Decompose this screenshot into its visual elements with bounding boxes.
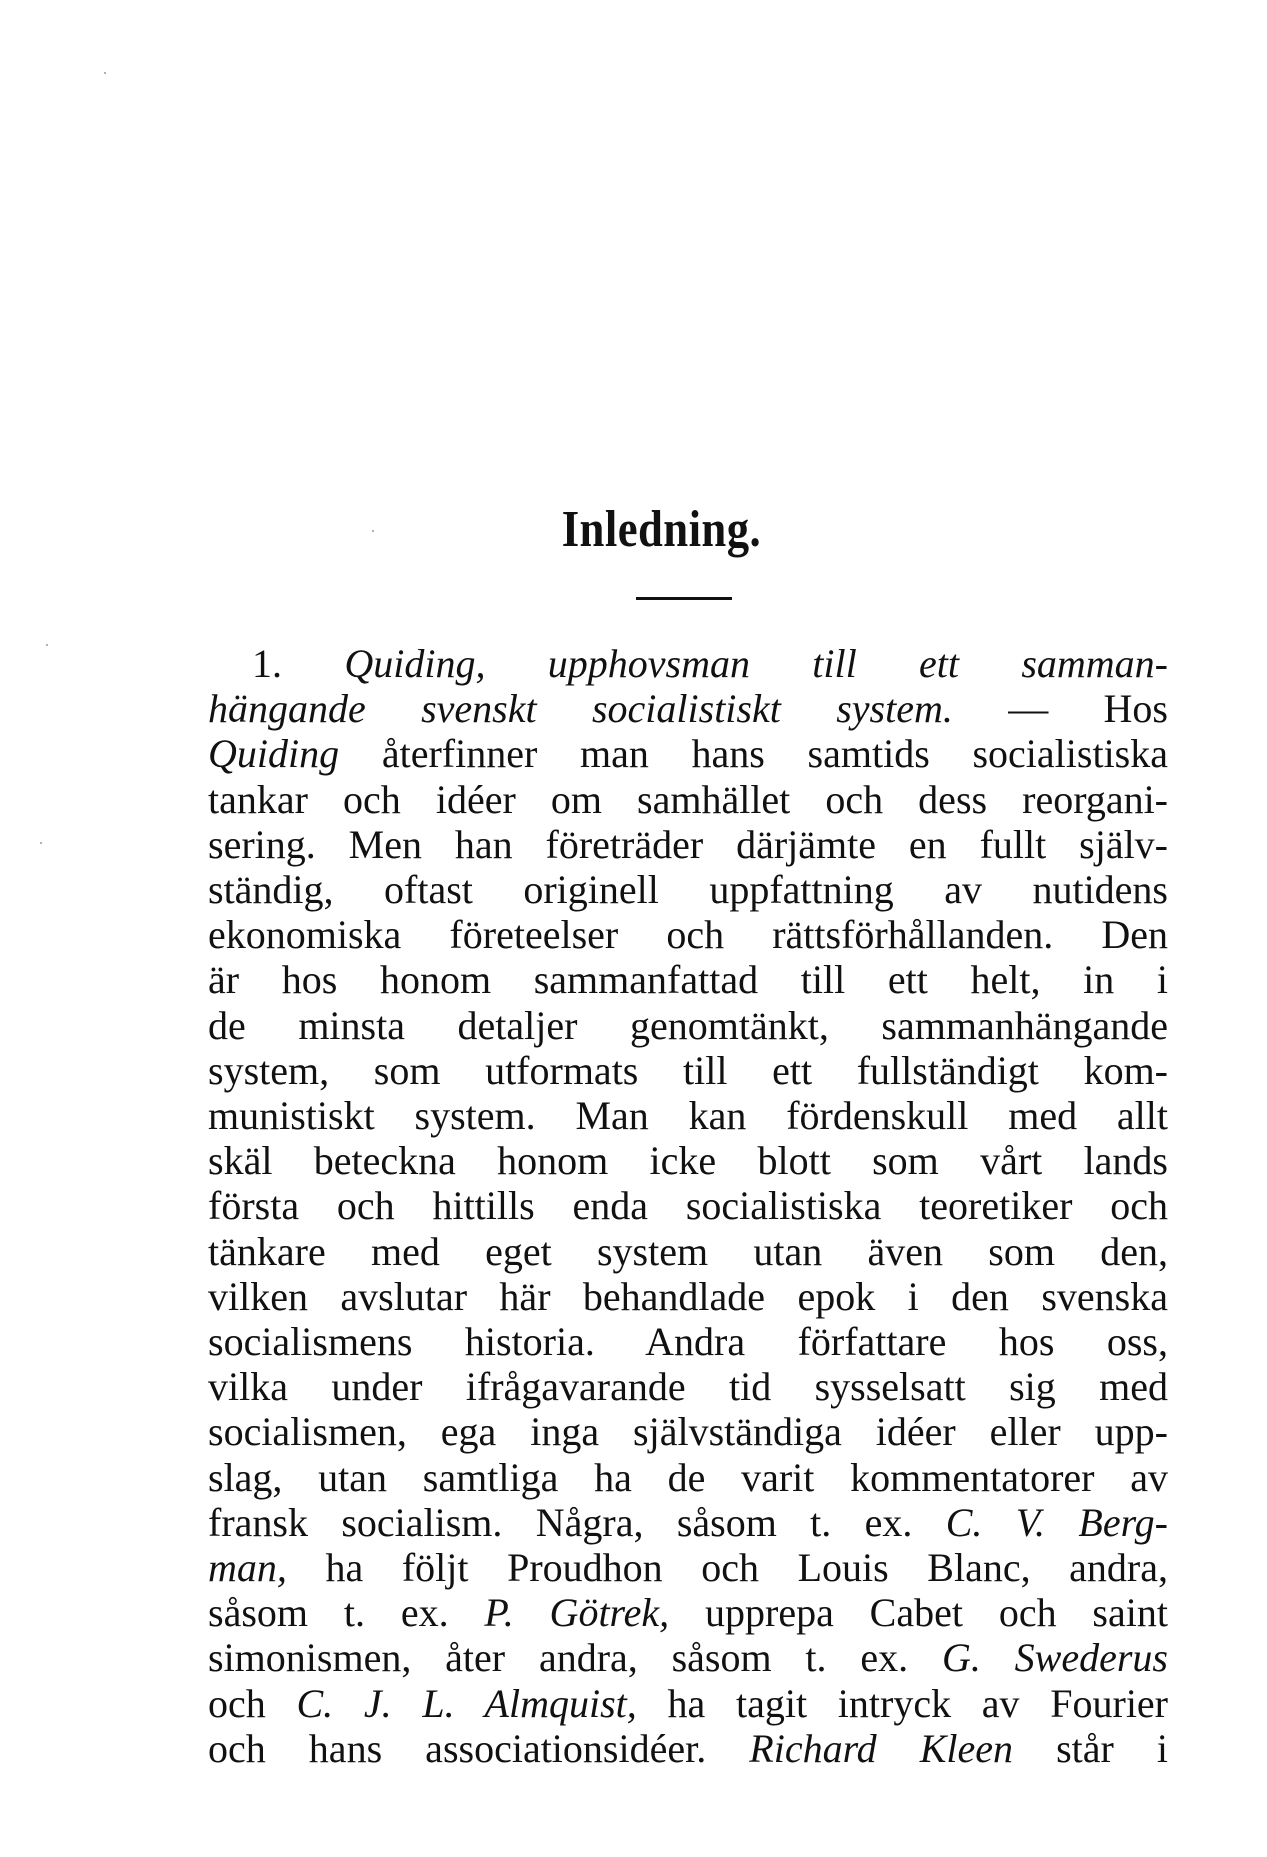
text-line [208, 1409, 1168, 1454]
text-run: såsom t. ex. [208, 1590, 485, 1636]
text-line [208, 1048, 1168, 1093]
text-run: socialismen, ega inga självständiga idéer eller upp- [208, 1409, 1168, 1455]
text-line [208, 1003, 1168, 1048]
italic-text: man, [208, 1545, 287, 1591]
text-run: och hans associationsidéer. [208, 1725, 750, 1771]
text-run: ständig, oftast originell uppfattning av nutidens [208, 867, 1168, 913]
scan-speck [372, 530, 374, 532]
text-line [208, 1590, 1168, 1635]
italic-text: Quiding [208, 731, 340, 777]
text-run: slag, utan samtliga ha de varit kommentatorer av [208, 1454, 1168, 1500]
text-line [208, 777, 1168, 822]
text-run: munistiskt system. Man kan fördenskull med allt [208, 1093, 1168, 1139]
text-run: — Hos [952, 686, 1168, 732]
text-line [208, 1455, 1168, 1500]
text-run: står i [1013, 1725, 1169, 1771]
text-run: tänkare med eget system utan även som den, [208, 1228, 1168, 1274]
text-line [208, 686, 1168, 731]
text-run: tankar och idéer om samhället och dess reorgani- [208, 776, 1168, 822]
italic-text: Richard Kleen [749, 1725, 1014, 1771]
text-run: ha tagit intryck av Fourier [636, 1680, 1169, 1726]
text-line [208, 1319, 1168, 1364]
text-run: återfinner man hans samtids socialistiska [339, 731, 1168, 777]
body-paragraph [208, 641, 1168, 1771]
text-line [208, 1138, 1168, 1183]
text-line [208, 867, 1168, 912]
text-line [208, 1364, 1168, 1409]
text-run: de minsta detaljer genomtänkt, sammanhängande [208, 1002, 1168, 1048]
italic-text: Quiding, upphovsman till ett samman- [344, 641, 1169, 686]
text-line [208, 1093, 1168, 1138]
text-run: vilka under ifrågavarande tid sysselsatt sig med [208, 1364, 1168, 1410]
italic-text: G. Swederus [941, 1635, 1168, 1681]
italic-text: hängande svenskt socialistiskt system. [208, 686, 953, 732]
text-run: fransk socialism. Några, såsom t. ex. [208, 1499, 946, 1545]
text-run: socialismens historia. Andra författare hos oss, [208, 1319, 1168, 1365]
italic-text: P. Götrek, [484, 1590, 670, 1636]
text-run: och [208, 1680, 297, 1726]
text-run: första och hittills enda socialistiska teoretiker och [208, 1183, 1168, 1229]
title-rule [636, 597, 732, 600]
page-title: Inledning. [561, 501, 762, 558]
text-line [208, 641, 1168, 686]
text-run: vilken avslutar här behandlade epok i den svenska [208, 1273, 1168, 1319]
text-run: ekonomiska företeelser och rättsförhållanden. Den [208, 912, 1168, 958]
scan-speck [104, 72, 106, 74]
text-run: upprepa Cabet och saint [669, 1590, 1168, 1636]
text-line [208, 1274, 1168, 1319]
text-line [208, 1726, 1168, 1771]
text-line [208, 1681, 1168, 1726]
text-run: ha följt Proudhon och Louis Blanc, andra, [286, 1545, 1168, 1591]
italic-text: C. J. L. Almquist, [296, 1680, 637, 1726]
text-line [208, 1183, 1168, 1228]
text-line [208, 731, 1168, 776]
text-line [208, 1545, 1168, 1590]
text-line [208, 912, 1168, 957]
text-run: system, som utformats till ett fullständigt kom- [208, 1047, 1168, 1093]
text-run: skäl beteckna honom icke blott som vårt lands [208, 1138, 1168, 1184]
text-line [208, 1635, 1168, 1680]
text-run: sering. Men han företräder därjämte en fullt själv- [208, 821, 1168, 867]
text-line [208, 1229, 1168, 1274]
scan-speck [40, 842, 42, 844]
scan-speck [46, 644, 48, 646]
text-run: 1. [252, 641, 345, 686]
text-run: är hos honom sammanfattad till ett helt, in i [208, 957, 1168, 1003]
text-run: simonismen, åter andra, såsom t. ex. [208, 1635, 942, 1681]
italic-text: C. V. Berg- [945, 1499, 1168, 1545]
text-line [208, 957, 1168, 1002]
text-line [208, 822, 1168, 867]
text-line [208, 1500, 1168, 1545]
